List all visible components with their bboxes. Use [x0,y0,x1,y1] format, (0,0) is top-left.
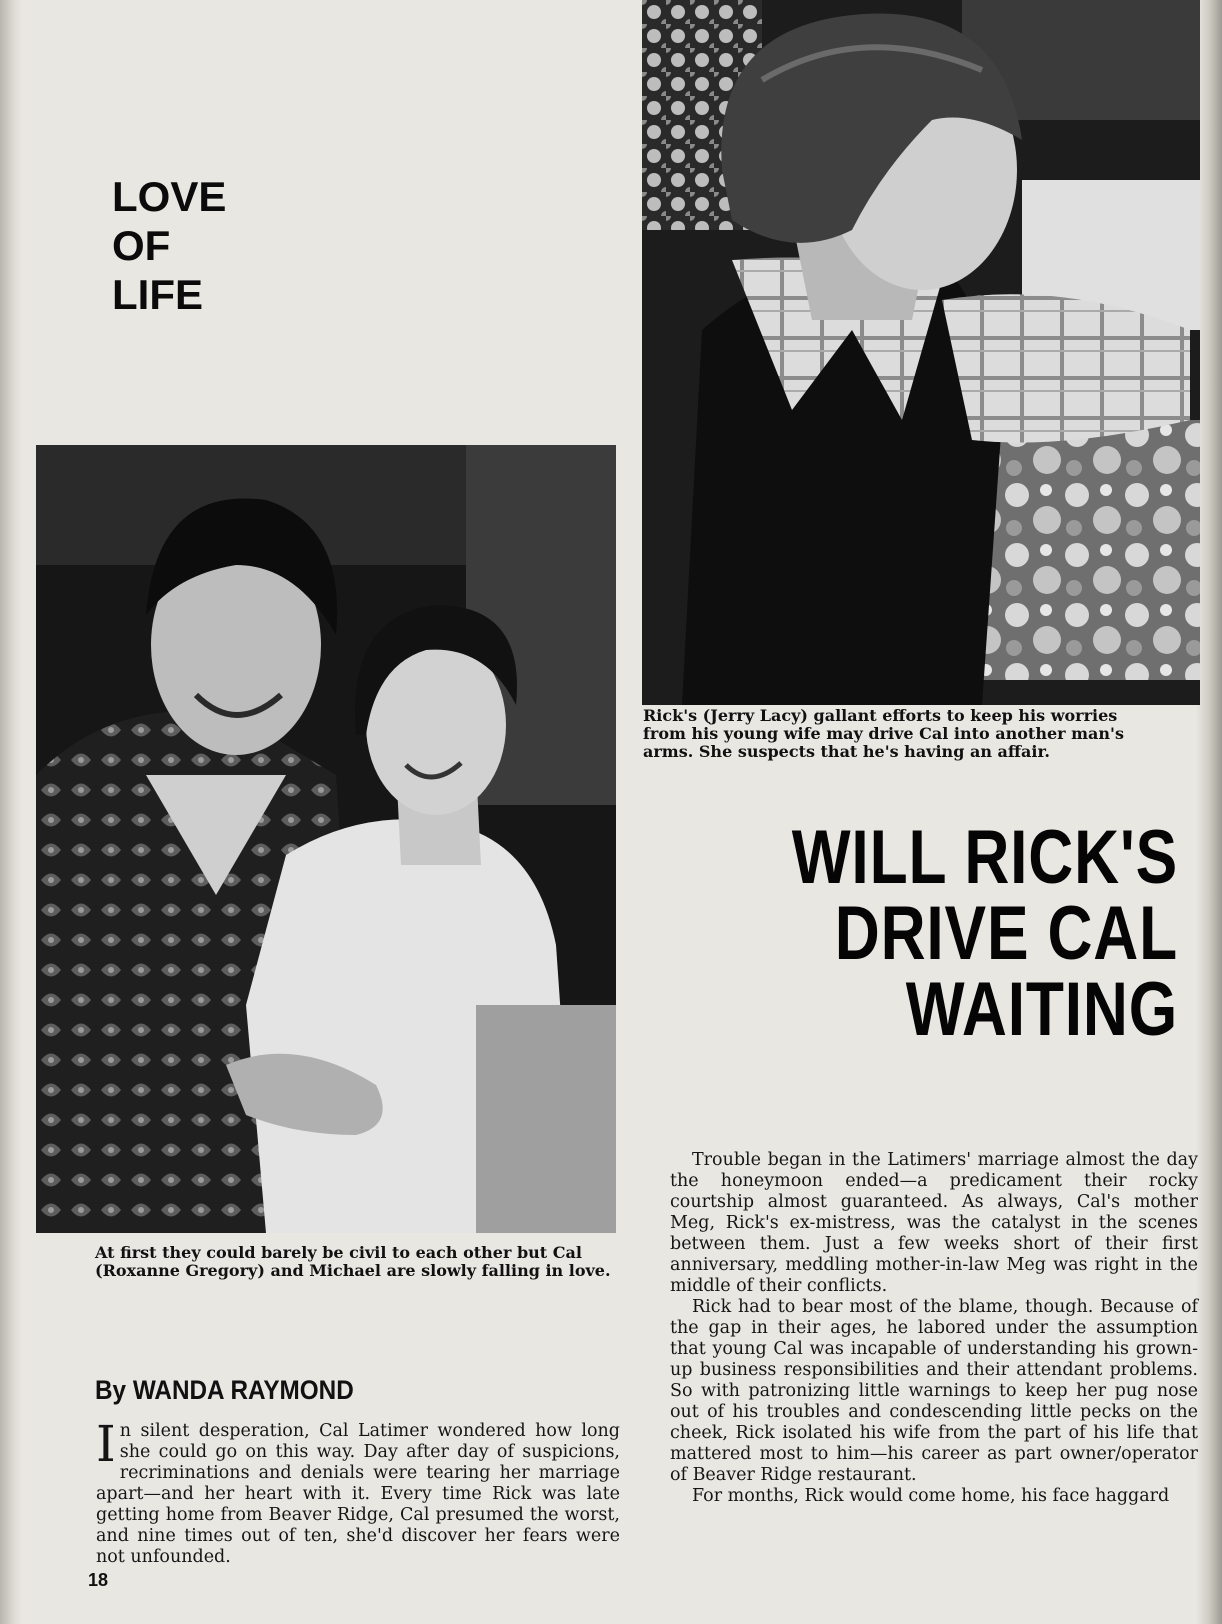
caption-text: Rick's (Jerry Lacy) gallant efforts to keep his worries from his young wife may drive Cal into another man's arms. She suspects that he's having an affair. [643,706,1124,761]
headline-line: DRIVE CAL [834,891,1178,976]
photo-rick-image [642,0,1200,705]
headline [752,815,1178,1052]
drop-cap: I [96,1415,116,1473]
article-paragraph: For months, Rick would come home, his face haggard [692,1486,1170,1506]
photo-rick-caption [643,707,1163,761]
page-gutter [0,0,22,1624]
section-title [112,172,226,319]
section-title-line: LOVE [112,173,227,220]
page-number: 18 [88,1570,109,1590]
photo-couple-caption [95,1244,615,1280]
article-paragraph: Rick had to bear most of the blame, though. Because of the gap in their ages, he labored under the assumption that young Cal was incapable of understanding his grown-up business responsibilities and their attendant problems. So with patronizing little warnings to keep her pug nose out of his troubles and condescending little pecks on the cheek, Rick isolated his wife from the part of his life that mattered most to him—his career as part owner/operator of Beaver Ridge restaurant. [670,1297,1198,1485]
article-paragraph: Trouble began in the Latimers' marriage almost the day the honeymoon ended—a predicament their rocky courtship almost guaranteed. As always, Cal's mother Meg, Rick's ex-mistress, was the catalyst in the scenes between them. Just a few weeks short of their first anniversary, meddling mother-in-law Meg was right in the middle of their conflicts. [670,1150,1198,1296]
photo-rick [642,0,1200,705]
photo-couple-image [36,445,616,1233]
byline: By WANDA RAYMOND [95,1375,354,1405]
caption-text: At first they could barely be civil to each other but Cal (Roxanne Gregory) and Michael are slowly falling in love. [95,1243,611,1280]
section-title-line: LIFE [112,271,203,318]
article-right-column [670,1150,1198,1507]
headline-line: WAITING [905,967,1178,1052]
paragraph-text: n silent desperation, Cal Latimer wondered how long she could go on this way. Day after day of suspicions, recriminations and denials were tearing her marriage apart—and her heart with it. Every time Rick was late getting home from Beaver Ridge, Cal presumed the worst, and nine times out of ten, she'd discover her fears were not unfounded. [96,1421,620,1567]
section-title-line: OF [112,222,171,269]
article-left-column [96,1415,620,1568]
article-paragraph [96,1415,620,1568]
headline-line: WILL RICK'S [791,815,1178,900]
photo-couple [36,445,616,1233]
